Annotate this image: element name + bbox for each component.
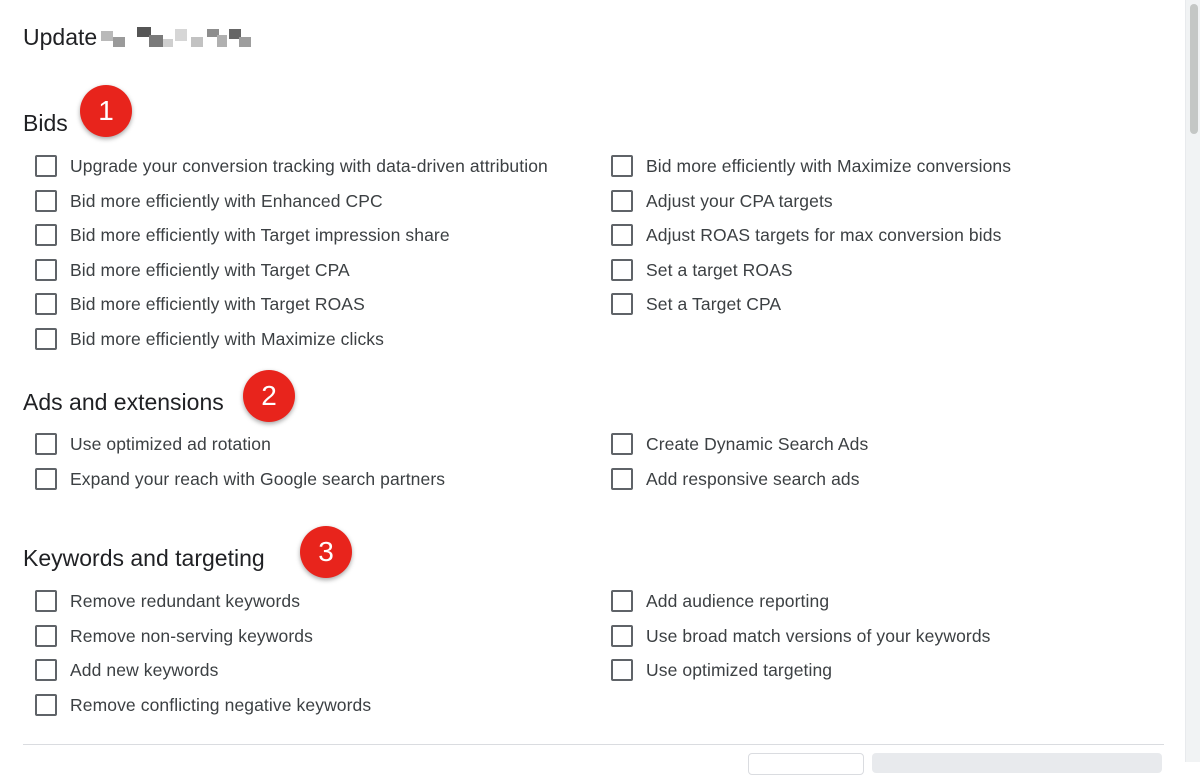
checkbox-label: Use optimized targeting (646, 659, 833, 680)
checkbox-row[interactable] (611, 619, 991, 653)
section-title-ads-and-extensions: Ads and extensions (23, 389, 224, 415)
checkbox-label: Add audience reporting (646, 590, 830, 611)
checkbox[interactable] (611, 190, 633, 212)
checkbox-label: Set a Target CPA (646, 293, 782, 314)
checkbox-row[interactable] (35, 584, 300, 618)
checkbox-label: Expand your reach with Google search partners (70, 468, 446, 489)
checkbox-row[interactable] (35, 287, 365, 321)
checkbox-row[interactable] (35, 462, 445, 496)
checkbox-label: Add responsive search ads (646, 468, 860, 489)
checkbox-label: Bid more efficiently with Maximize conversions (646, 155, 1012, 176)
checkbox[interactable] (611, 433, 633, 455)
checkbox-label: Remove redundant keywords (70, 590, 301, 611)
checkbox[interactable] (611, 625, 633, 647)
checkbox[interactable] (35, 155, 57, 177)
checkbox-row[interactable] (611, 149, 1011, 183)
checkbox[interactable] (35, 293, 57, 315)
checkbox[interactable] (611, 293, 633, 315)
checkbox-label: Create Dynamic Search Ads (646, 433, 869, 454)
checkbox[interactable] (611, 468, 633, 490)
checkbox-label: Use broad match versions of your keywords (646, 625, 991, 646)
annotation-badge-2: 2 (243, 370, 295, 422)
annotation-badge-3: 3 (300, 526, 352, 578)
checkbox[interactable] (35, 433, 57, 455)
annotation-badge-1: 1 (80, 85, 132, 137)
checkbox-label: Adjust your CPA targets (646, 190, 833, 211)
checkbox-row[interactable] (35, 218, 450, 252)
checkbox[interactable] (35, 659, 57, 681)
apply-button[interactable] (872, 753, 1162, 773)
checkbox-row[interactable] (35, 149, 548, 183)
checkbox-row[interactable] (611, 184, 833, 218)
checkbox[interactable] (35, 328, 57, 350)
checkbox-row[interactable] (611, 287, 781, 321)
checkbox-row[interactable] (35, 653, 218, 687)
checkbox[interactable] (35, 224, 57, 246)
checkbox-label: Adjust ROAS targets for max conversion bids (646, 224, 1002, 245)
checkbox-label: Bid more efficiently with Target ROAS (70, 293, 365, 314)
checkbox[interactable] (611, 224, 633, 246)
checkbox[interactable] (35, 625, 57, 647)
checkbox-row[interactable] (611, 218, 1001, 252)
checkbox[interactable] (611, 659, 633, 681)
dialog-title (23, 22, 255, 52)
scrollbar[interactable] (1185, 0, 1200, 762)
checkbox-row[interactable] (35, 688, 371, 722)
checkbox[interactable] (611, 259, 633, 281)
section-title-keywords-and-targeting: Keywords and targeting (23, 545, 265, 571)
checkbox-label: Set a target ROAS (646, 259, 793, 280)
checkbox-label: Bid more efficiently with Enhanced CPC (70, 190, 383, 211)
checkbox[interactable] (35, 259, 57, 281)
checkbox[interactable] (35, 190, 57, 212)
checkbox[interactable] (35, 694, 57, 716)
redacted-account-name (99, 25, 255, 49)
checkbox[interactable] (611, 590, 633, 612)
checkbox-row[interactable] (611, 253, 793, 287)
checkbox[interactable] (35, 468, 57, 490)
checkbox-row[interactable] (611, 584, 829, 618)
checkbox-row[interactable] (35, 619, 313, 653)
checkbox-row[interactable] (35, 253, 350, 287)
checkbox-label: Remove conflicting negative keywords (70, 694, 372, 715)
checkbox-label: Bid more efficiently with Maximize clicks (70, 328, 384, 349)
checkbox[interactable] (35, 590, 57, 612)
section-title-bids: Bids (23, 110, 68, 136)
dialog-title-text: Update (23, 24, 98, 50)
checkbox[interactable] (611, 155, 633, 177)
checkbox-row[interactable] (611, 427, 868, 461)
scrollbar-thumb[interactable] (1190, 4, 1198, 134)
checkbox-row[interactable] (35, 184, 383, 218)
checkbox-label: Bid more efficiently with Target CPA (70, 259, 350, 280)
checkbox-label: Add new keywords (70, 659, 219, 680)
checkbox-row[interactable] (35, 322, 384, 356)
checkbox-label: Remove non-serving keywords (70, 625, 313, 646)
checkbox-label: Use optimized ad rotation (70, 433, 271, 454)
checkbox-label: Upgrade your conversion tracking with data-driven attribution (70, 155, 548, 176)
checkbox-row[interactable] (611, 653, 832, 687)
cancel-button[interactable] (748, 753, 864, 775)
footer-divider (23, 744, 1164, 745)
checkbox-row[interactable] (35, 427, 271, 461)
checkbox-label: Bid more efficiently with Target impression share (70, 224, 450, 245)
checkbox-row[interactable] (611, 462, 860, 496)
